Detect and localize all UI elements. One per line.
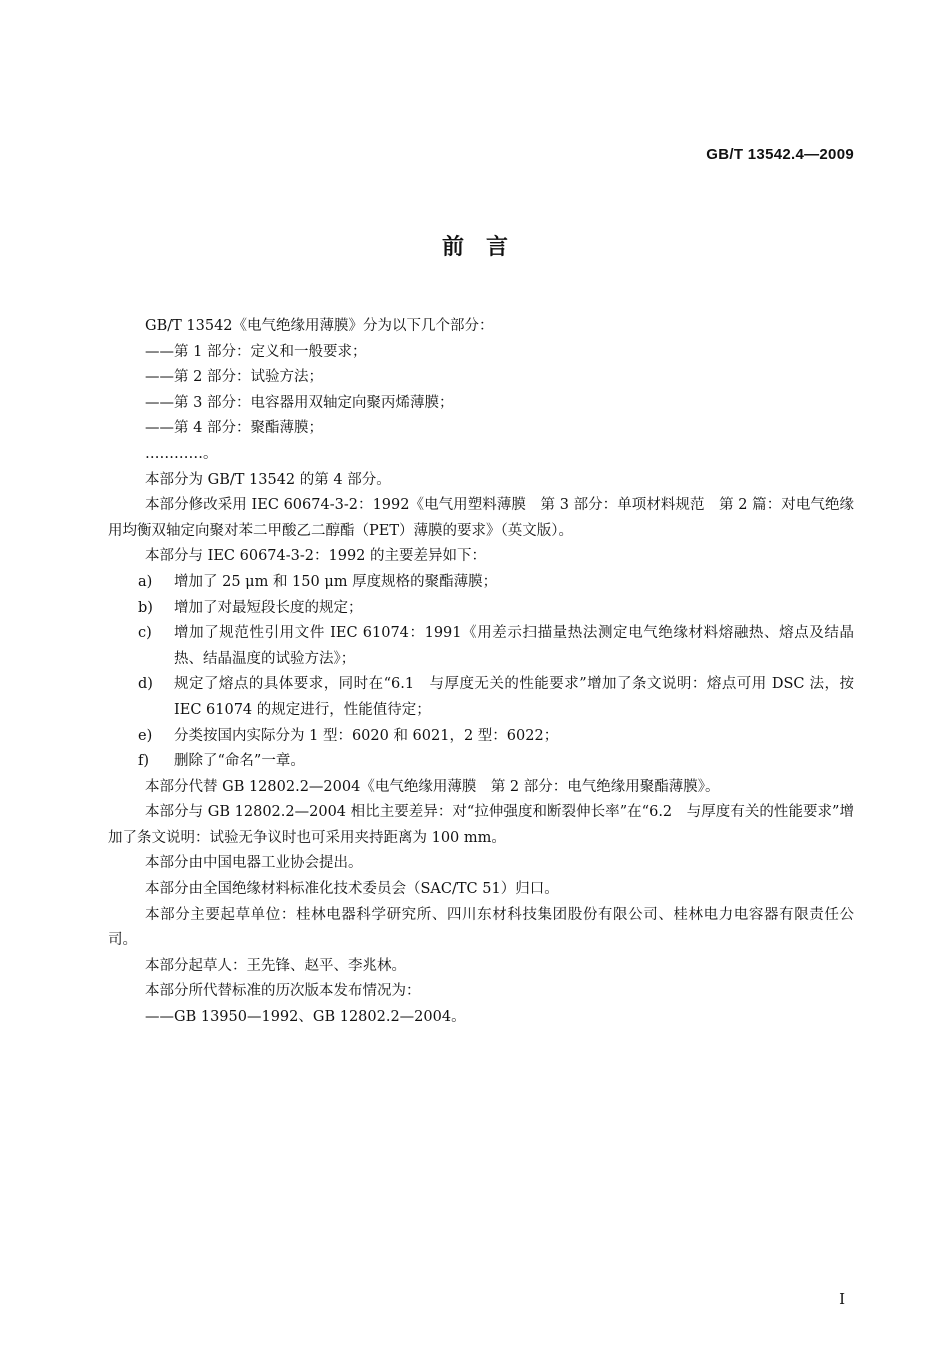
difference-label: e) xyxy=(138,727,153,744)
difference-text: 规定了熔点的具体要求，同时在“6.1 与厚度无关的性能要求”增加了条文说明：熔点可用 DSC 法，按 IEC 61074 的规定进行，性能值待定； xyxy=(174,676,854,718)
difference-item xyxy=(108,570,854,596)
history-intro-paragraph: 本部分所代替标准的历次版本发布情况为： xyxy=(145,983,421,1000)
difference-item xyxy=(108,749,854,775)
history-item: ——GB 13950—1992、GB 12802.2—2004。 xyxy=(145,1009,466,1026)
part-2-item: ——第 2 部分：试验方法； xyxy=(145,369,323,386)
part-4-item: ——第 4 部分：聚酯薄膜； xyxy=(145,420,323,437)
ellipsis-item: …………。 xyxy=(145,445,218,462)
difference-text: 增加了规范性引用文件 IEC 61074：1991《用差示扫描量热法测定电气绝缘材料熔融热、熔点及结晶热、结晶温度的试验方法》； xyxy=(174,625,854,667)
difference-item xyxy=(108,596,854,622)
difference-label: c) xyxy=(138,625,152,642)
drafters-paragraph: 本部分起草人：王先锋、赵平、李兆林。 xyxy=(145,957,406,974)
page-number: I xyxy=(839,1290,845,1308)
difference-label: a) xyxy=(138,573,153,590)
difference-label: d) xyxy=(138,676,153,693)
part-3-item: ——第 3 部分：电容器用双轴定向聚丙烯薄膜； xyxy=(145,394,454,411)
difference-text: 增加了对最短段长度的规定； xyxy=(174,599,363,616)
comparison-paragraph: 本部分与 GB 12802.2—2004 相比主要差异：对“拉伸强度和断裂伸长率”在“6.2 与厚度有关的性能要求”增加了条文说明：试验无争议时也可采用夹持距离为 100 mm。 xyxy=(108,804,854,846)
part-1-item: ——第 1 部分：定义和一般要求； xyxy=(145,343,367,360)
replaces-paragraph: 本部分代替 GB 12802.2—2004《电气绝缘用薄膜 第 2 部分：电气绝缘用聚酯薄膜》。 xyxy=(145,778,720,795)
drafting-units-paragraph: 本部分主要起草单位：桂林电器科学研究所、四川东材科技集团股份有限公司、桂林电力电容器有限责任公司。 xyxy=(108,906,854,949)
standard-code: GB/T 13542.4—2009 xyxy=(706,146,854,163)
difference-text: 删除了“命名”一章。 xyxy=(174,753,305,770)
difference-text: 增加了 25 μm 和 150 μm 厚度规格的聚酯薄膜； xyxy=(174,573,498,590)
this-part-paragraph: 本部分为 GB/T 13542 的第 4 部分。 xyxy=(145,471,391,488)
page-title: 前 言 xyxy=(441,235,508,260)
difference-label: f) xyxy=(138,753,150,770)
document-body xyxy=(108,314,854,1031)
proposed-by-paragraph: 本部分由中国电器工业协会提出。 xyxy=(145,855,363,872)
modified-adoption-paragraph: 本部分修改采用 IEC 60674-3-2：1992《电气用塑料薄膜 第 3 部分：单项材料规范 第 2 篇：对电气绝缘用均衡双轴定向聚对苯二甲酸乙二醇酯（PET）薄膜的要求》（英文版）。 xyxy=(108,497,854,539)
difference-item xyxy=(108,724,854,750)
centralized-by-paragraph: 本部分由全国绝缘材料标准化技术委员会（SAC/TC 51）归口。 xyxy=(145,881,559,898)
parts-intro: GB/T 13542《电气绝缘用薄膜》分为以下几个部分： xyxy=(145,318,494,334)
difference-text: 分类按国内实际分为 1 型：6020 和 6021，2 型：6022； xyxy=(174,727,559,744)
differences-intro: 本部分与 IEC 60674-3-2：1992 的主要差异如下： xyxy=(145,548,487,565)
difference-item xyxy=(108,672,854,723)
difference-item xyxy=(108,621,854,672)
difference-label: b) xyxy=(138,599,153,616)
